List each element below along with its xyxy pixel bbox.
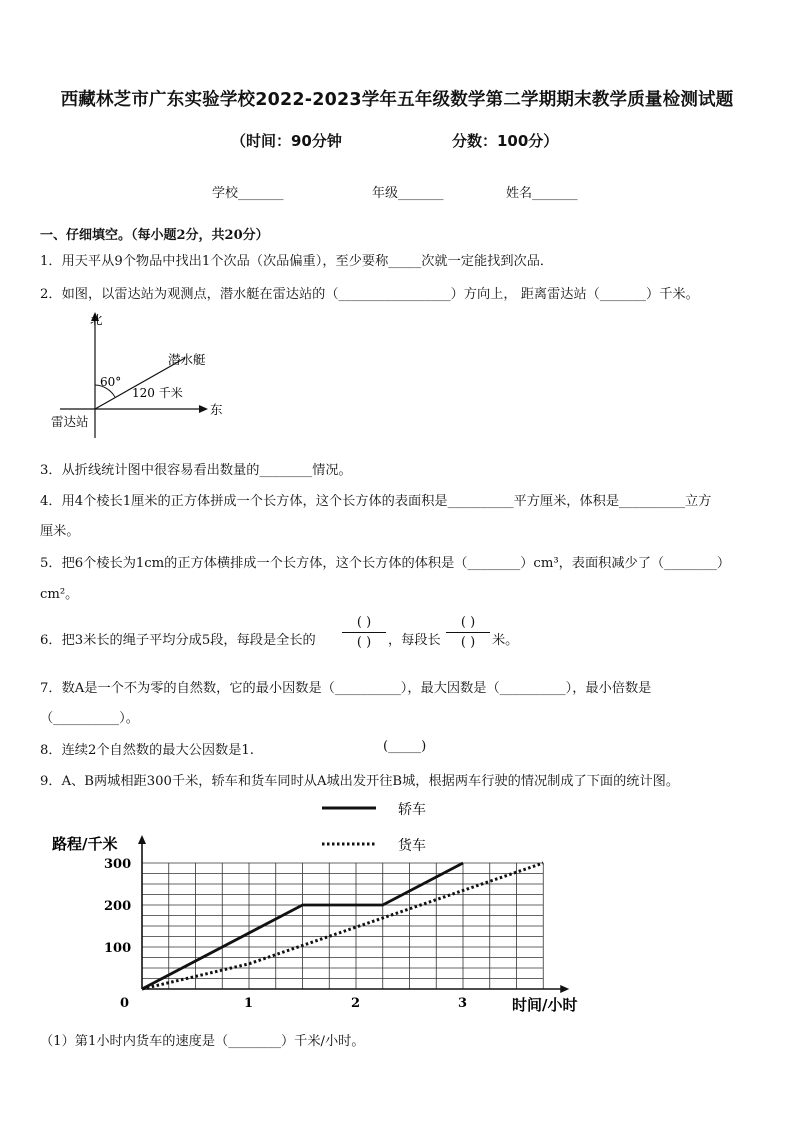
- x-tick-label: 2: [351, 996, 361, 1011]
- chart-ylabel: 路程/千米: [52, 835, 118, 853]
- question-2: 2．如图，以雷达站为观测点，潜水艇在雷达站的（_________________）方向上， 距离雷达站（_______）千米。: [40, 287, 699, 302]
- question-5: 5．把6个棱长为1cm的正方体横排成一个长方体，这个长方体的体积是（________）cm³，表面积减少了（________）: [40, 556, 731, 571]
- question-8: 8．连续2个自然数的最大公因数是1.: [40, 743, 254, 758]
- denominator-blank: ( ): [460, 635, 476, 650]
- question-3: 3．从折线统计图中很容易看出数量的________情况。: [40, 463, 352, 478]
- y-axis-arrow: [138, 835, 146, 844]
- chart-legend: [322, 802, 426, 854]
- y-tick-label: 200: [104, 899, 132, 914]
- east-label: 东: [210, 402, 223, 417]
- legend-label: 货车: [398, 838, 426, 854]
- question-8-blank[interactable]: (_____): [383, 739, 427, 754]
- question-4-cont: 厘米。: [40, 524, 80, 539]
- chart-xlabel: 时间/小时: [512, 996, 578, 1014]
- exam-score: 分数：100分）: [452, 132, 559, 150]
- fraction-blank-2[interactable]: [446, 615, 490, 650]
- question-5-cont: cm²。: [40, 587, 79, 602]
- y-tick-label: 100: [104, 941, 132, 956]
- angle-label: 60°: [100, 375, 122, 389]
- radar-station-label: 雷达站: [51, 414, 89, 429]
- numerator-blank: ( ): [356, 615, 372, 630]
- question-6-suffix: 米。: [492, 633, 519, 648]
- grade-field[interactable]: 年级_______: [372, 186, 444, 201]
- y-tick-label: 300: [104, 857, 132, 872]
- question-7-cont: （__________）。: [40, 711, 139, 726]
- chart-grid: [142, 863, 543, 989]
- chart-ticks: [104, 857, 467, 1011]
- question-4: 4．用4个棱长1厘米的正方体拼成一个长方体，这个长方体的表面积是__________平方厘米，体积是__________立方: [40, 494, 712, 509]
- fraction-bar: [342, 632, 386, 633]
- question-9-1: （1）第1小时内货车的速度是（________）千米/小时。: [40, 1034, 365, 1049]
- page-title: 西藏林芝市广东实验学校2022-2023学年五年级数学第二学期期末教学质量检测试题: [60, 90, 734, 110]
- x-axis-arrow: [560, 985, 569, 993]
- submarine-label: 潜水艇: [168, 352, 206, 367]
- x-tick-label: 1: [244, 996, 254, 1011]
- question-1: 1．用天平从9个物品中找出1个次品（次品偏重），至少要称_____次就一定能找到次品．: [40, 254, 554, 269]
- distance-time-chart: [40, 792, 600, 1022]
- question-6-mid: ，每段长: [388, 633, 441, 648]
- radar-diagram: [40, 308, 240, 443]
- north-label: 北: [90, 312, 103, 327]
- question-9: 9．A、B两城相距300千米，轿车和货车同时从A城出发开往B城，根据两车行驶的情况制成了下面的统计图。: [40, 774, 680, 789]
- x-tick-label: 3: [458, 996, 468, 1011]
- chart-axes: [138, 835, 569, 993]
- name-field[interactable]: 姓名_______: [506, 186, 578, 201]
- fraction-blank-1[interactable]: [342, 615, 386, 650]
- question-6-prefix: 6．把3米长的绳子平均分成5段，每段是全长的: [40, 633, 316, 648]
- fraction-bar: [446, 632, 490, 633]
- distance-label: 120 千米: [132, 386, 183, 400]
- legend-label: 轿车: [398, 802, 426, 818]
- x-tick-label: 0: [120, 996, 130, 1011]
- denominator-blank: ( ): [356, 635, 372, 650]
- question-7: 7．数A是一个不为零的自然数，它的最小因数是（__________），最大因数是（__________），最小倍数是: [40, 681, 652, 696]
- section-heading: 一、仔细填空。（每小题2分，共20分）: [40, 228, 269, 243]
- exam-time: （时间：90分钟: [231, 132, 342, 150]
- school-field[interactable]: 学校_______: [212, 186, 284, 201]
- numerator-blank: ( ): [460, 615, 476, 630]
